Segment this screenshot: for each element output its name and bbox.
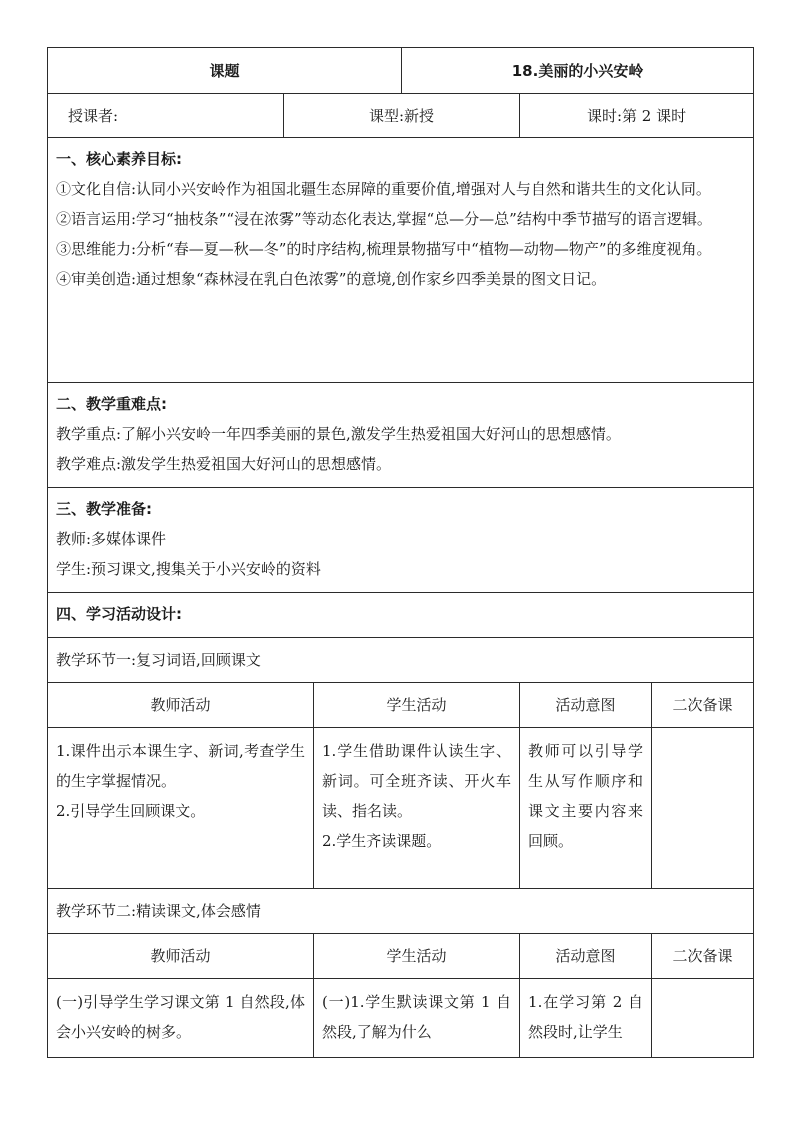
topic-label: 课题: [48, 48, 402, 94]
col-teacher-activity: 教师活动: [48, 683, 314, 728]
col-student-activity: 学生活动: [314, 683, 520, 728]
stage2-student-activity: (一)1.学生默读课文第 1 自然段,了解为什么: [314, 979, 520, 1058]
section-key-points: [48, 383, 754, 488]
lesson-plan: [47, 47, 753, 1058]
stage1-second-prep: [652, 728, 754, 889]
col-student-activity: 学生活动: [314, 934, 520, 979]
stage1-student-activity: 1.学生借助课件认读生字、新词。可全班齐读、开火车读、指名读。 2.学生齐读课题。: [314, 728, 520, 889]
goal-item: ④审美创造:通过想象“森林浸在乳白色浓雾”的意境,创作家乡四季美景的图文日记。: [56, 270, 607, 288]
prep-student: 学生:预习课文,搜集关于小兴安岭的资料: [56, 560, 321, 578]
stage2-second-prep: [652, 979, 754, 1058]
col-teacher-activity: 教师活动: [48, 934, 314, 979]
stage2-teacher-activity: (一)引导学生学习课文第 1 自然段,体会小兴安岭的树多。: [48, 979, 314, 1058]
stage1-teacher-activity: 1.课件出示本课生字、新词,考查学生的生字掌握情况。 2.引导学生回顾课文。: [48, 728, 314, 889]
section-goals-title: 一、核心素养目标:: [56, 150, 182, 168]
col-second-prep: 二次备课: [652, 683, 754, 728]
section-activities: [48, 593, 754, 638]
col-activity-intent: 活动意图: [520, 934, 652, 979]
lesson-period: 课时:第 2 课时: [520, 94, 754, 138]
prep-teacher: 教师:多媒体课件: [56, 530, 167, 548]
section-goals: [48, 138, 754, 383]
section-preparation: [48, 488, 754, 593]
stage1-activity-intent: 教师可以引导学生从写作顺序和课文主要内容来回顾。: [520, 728, 652, 889]
goal-item: ②语言运用:学习“抽枝条”“浸在浓雾”等动态化表达,掌握“总—分—总”结构中季节描写的语言逻辑。: [56, 210, 712, 228]
stage1-title: 教学环节一:复习词语,回顾课文: [48, 638, 754, 683]
stage2-title: 教学环节二:精读课文,体会感情: [48, 889, 754, 934]
stage2-activity-intent: 1.在学习第 2 自然段时,让学生: [520, 979, 652, 1058]
goal-item: ③思维能力:分析“春—夏—秋—冬”的时序结构,梳理景物描写中“植物—动物—物产”的多维度视角。: [56, 240, 712, 258]
section-activities-title: 四、学习活动设计:: [56, 605, 182, 623]
col-activity-intent: 活动意图: [520, 683, 652, 728]
lesson-type: 课型:新授: [284, 94, 520, 138]
lesson-plan-table: [47, 47, 754, 1058]
difficult-point: 教学难点:激发学生热爱祖国大好河山的思想感情。: [56, 455, 392, 473]
section-preparation-title: 三、教学准备:: [56, 500, 152, 518]
teacher-label: 授课者:: [48, 94, 284, 138]
topic-value: 18.美丽的小兴安岭: [402, 48, 754, 94]
key-point: 教学重点:了解小兴安岭一年四季美丽的景色,激发学生热爱祖国大好河山的思想感情。: [56, 425, 621, 443]
section-key-points-title: 二、教学重难点:: [56, 395, 167, 413]
goal-item: ①文化自信:认同小兴安岭作为祖国北疆生态屏障的重要价值,增强对人与自然和谐共生的文化认同。: [56, 180, 711, 198]
col-second-prep: 二次备课: [652, 934, 754, 979]
